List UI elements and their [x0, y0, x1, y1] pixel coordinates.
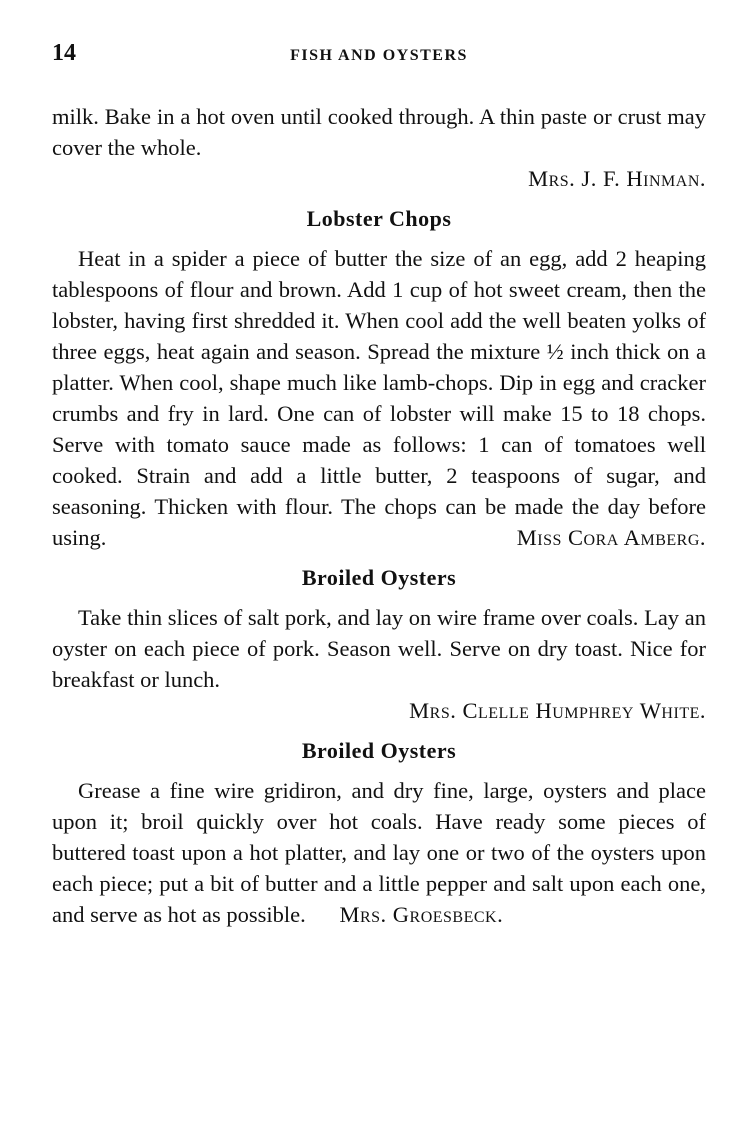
- recipe-body-lobster-chops: [52, 243, 706, 553]
- intro-paragraph: milk. Bake in a hot oven until cooked through. A thin paste or crust may cover the whole.: [52, 104, 706, 160]
- intro-signature: Mrs. J. F. Hinman.: [528, 166, 706, 191]
- page-number: 14: [52, 40, 76, 66]
- page-body: [52, 101, 706, 930]
- recipe-signature: Mrs. Clelle Humphrey White.: [409, 698, 706, 723]
- recipe-title-broiled-oysters-1: Broiled Oysters: [301, 565, 457, 590]
- recipe-body-broiled-oysters-2: [52, 775, 706, 930]
- recipe-title-lobster-chops: Lobster Chops: [306, 206, 452, 231]
- page-header: [52, 40, 706, 70]
- recipe-signature: Mrs. Groesbeck.: [339, 902, 504, 927]
- recipe-text: Heat in a spider a piece of butter the size of an egg, add 2 heaping tablespoons of flour and brown. Add 1 cup of hot sweet cream, then the lobster, having first shredded it. When cool add the well beaten yolks of three eggs, heat again and season. Spread the mixture ½ inch thick on a platter. When cool, shape much like lamb-chops. Dip in egg and cracker crumbs and fry in lard. One can of lobster will make 15 to 18 chops. Serve with tomato sauce made as follows: 1 can of tomatoes well cooked. Strain and add a little butter, 2 teaspoons of sugar, and seasoning. Thicken with flour. The chops can be made the day before using.: [52, 246, 706, 550]
- recipe-text: Grease a fine wire gridiron, and dry fine, large, oysters and place upon it; broil quickly over hot coals. Have ready some pieces of buttered toast upon a hot platter, and lay one or two of the oysters upon each piece; put a bit of butter and a little pepper and salt upon each one, and serve as hot as possible.: [52, 778, 706, 927]
- recipe-title-broiled-oysters-2: Broiled Oysters: [301, 738, 457, 763]
- running-head: FISH AND OYSTERS: [290, 47, 468, 64]
- recipe-body-broiled-oysters-1: Take thin slices of salt pork, and lay on wire frame over coals. Lay an oyster on each piece of pork. Season well. Serve on dry toast. Nice for breakfast or lunch.: [52, 605, 706, 692]
- recipe-signature: Miss Cora Amberg.: [516, 525, 706, 550]
